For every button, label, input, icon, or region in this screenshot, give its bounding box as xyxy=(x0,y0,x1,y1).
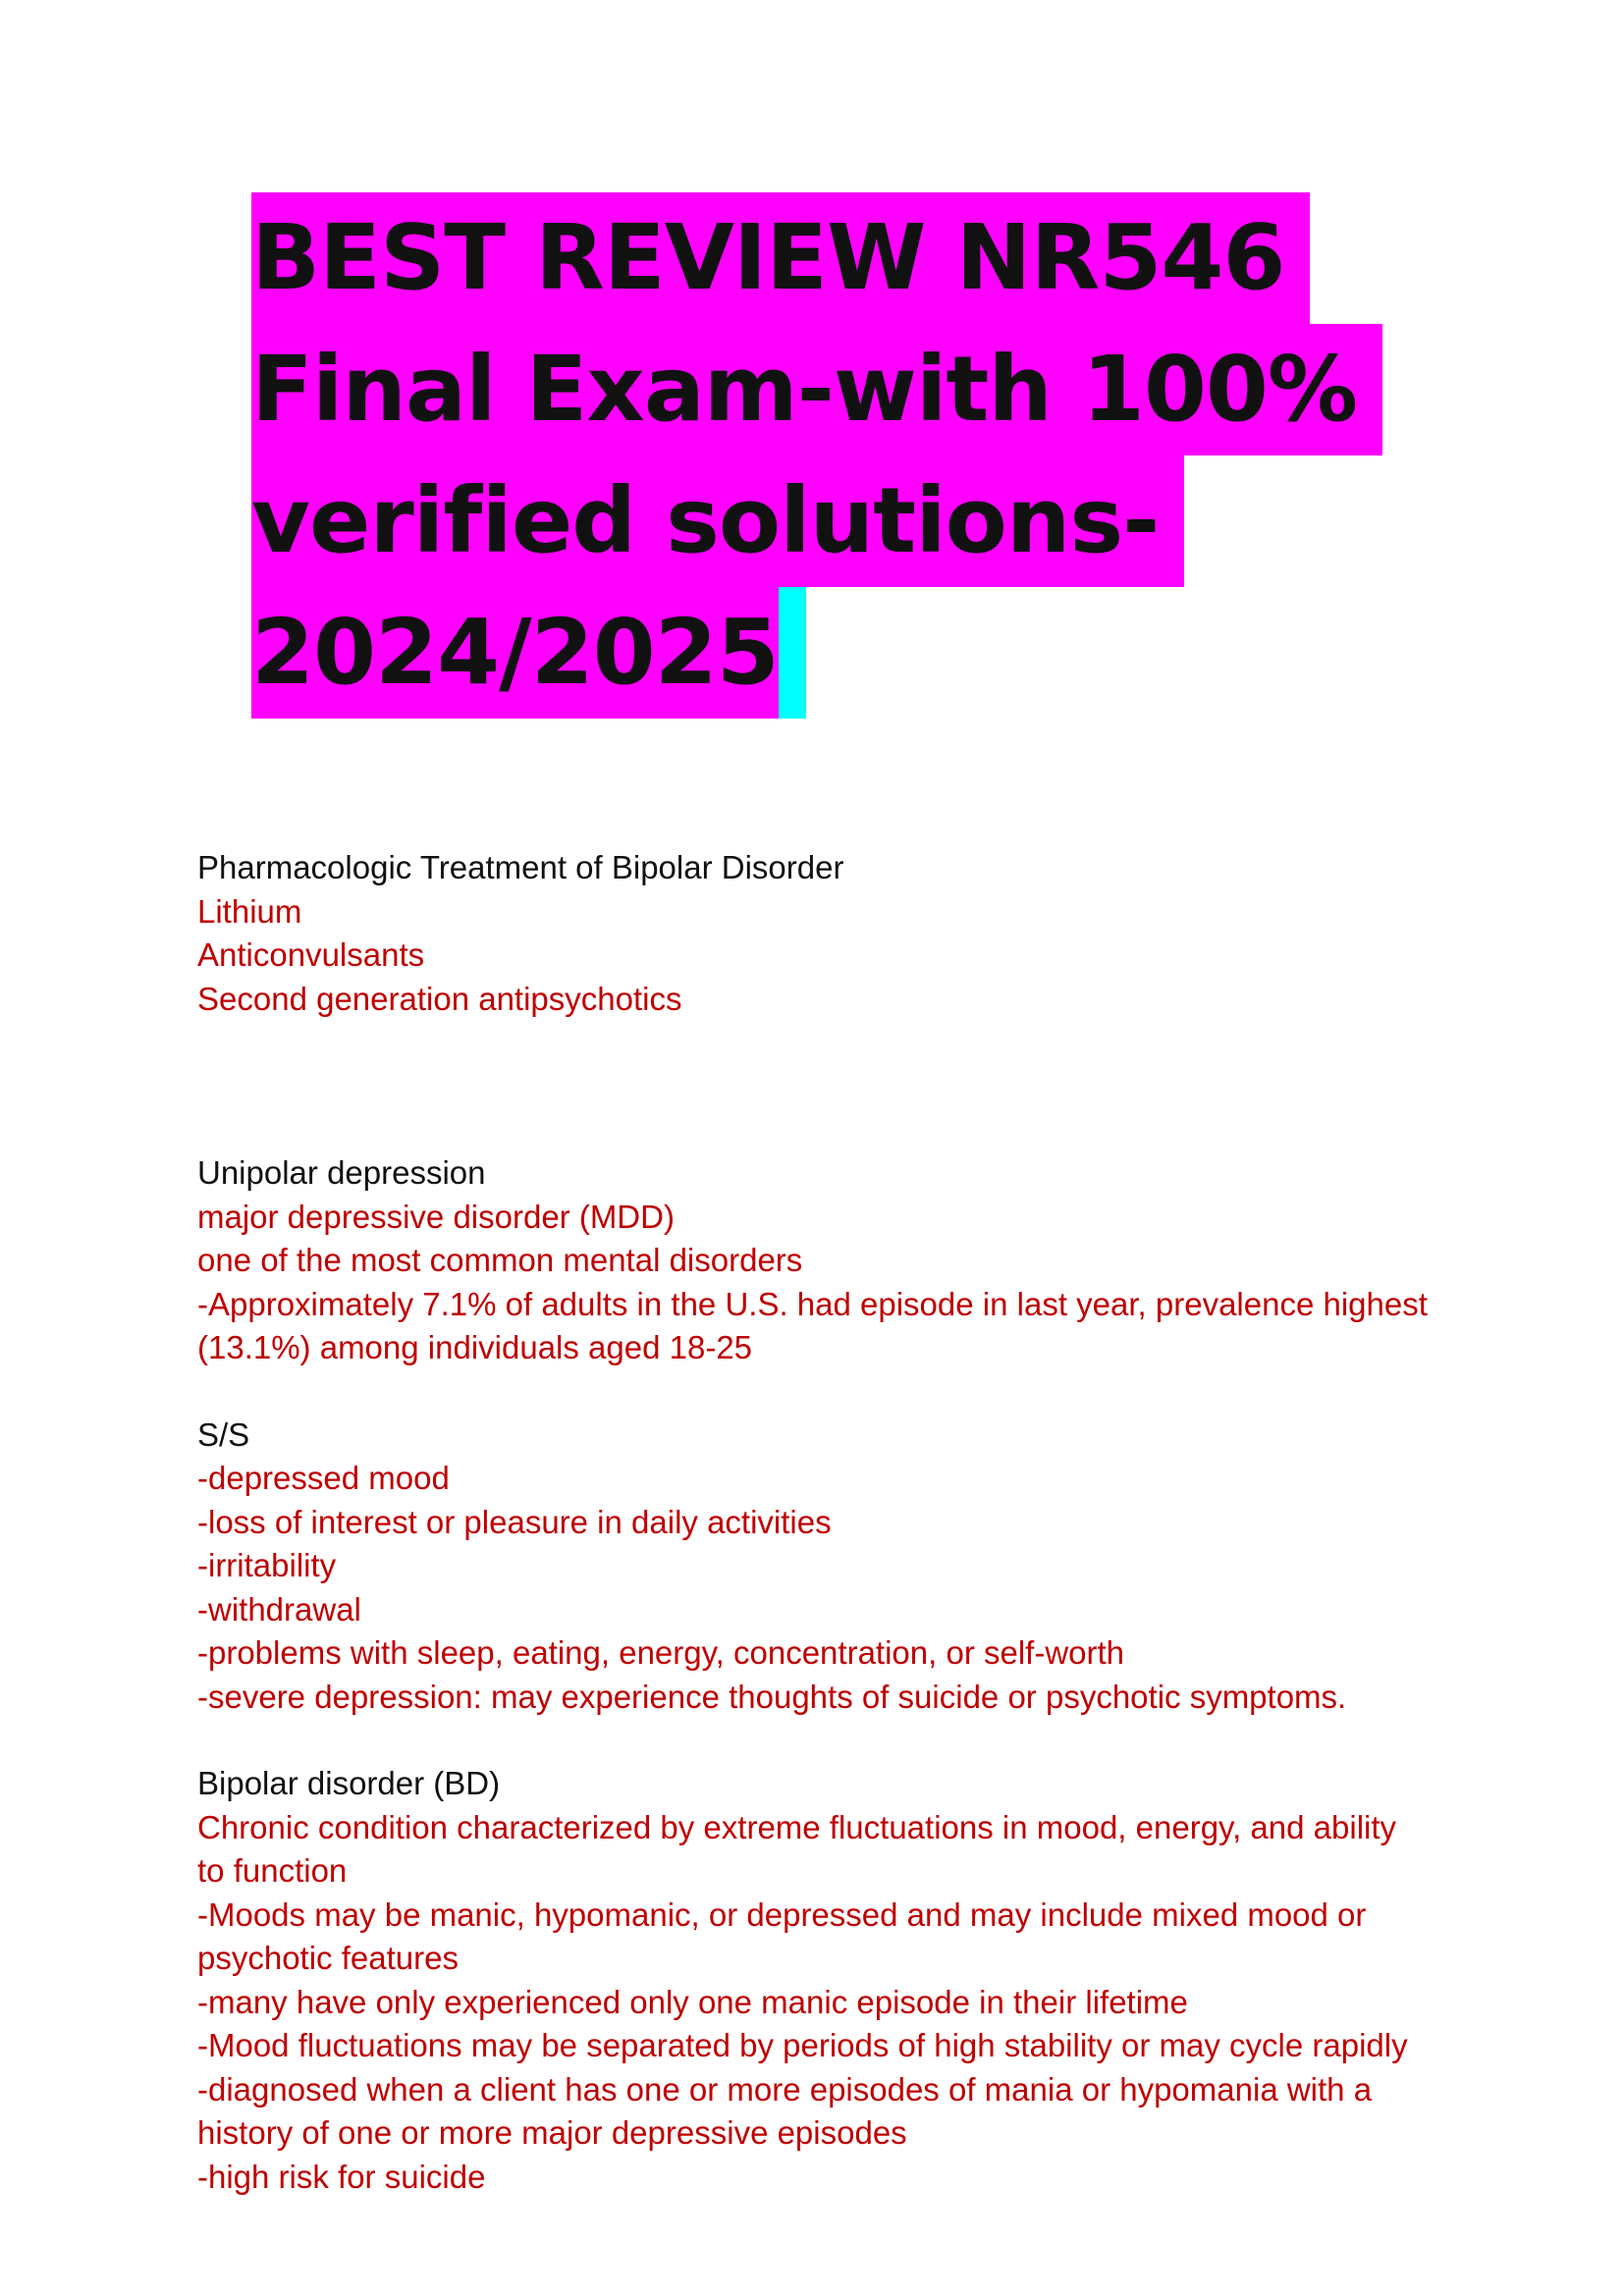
answer-line: major depressive disorder (MDD) xyxy=(197,1198,675,1235)
answer-line: -Mood fluctuations may be separated by periods of high stability or may cycle rapidly xyxy=(197,2027,1408,2063)
section-spacer xyxy=(197,1021,1474,1108)
answer-line: -diagnosed when a client has one or more episodes of mania or hypomania with a xyxy=(197,2070,1373,2108)
title-line xyxy=(251,587,1380,719)
answer-line: -high risk for suicide xyxy=(197,2158,486,2195)
answer-line: -severe depression: may experience thoughts of suicide or psychotic symptoms. xyxy=(197,1678,1347,1715)
title-line-text: verified solutions- xyxy=(251,455,1184,587)
section-heading: Pharmacologic Treatment of Bipolar Disorder xyxy=(197,849,844,885)
answer-line: Lithium xyxy=(197,892,302,930)
answer-line: history of one or more major depressive episodes xyxy=(197,2114,907,2151)
answer-line: -withdrawal xyxy=(197,1590,361,1628)
document-body xyxy=(197,846,1474,2199)
answer-line: (13.1%) among individuals aged 18-25 xyxy=(197,1329,753,1365)
answer-line: psychotic features xyxy=(197,1940,459,1976)
section-spacer xyxy=(197,1370,1474,1414)
section-pharmacologic-treatment xyxy=(197,846,1474,1021)
title-line xyxy=(251,324,1380,455)
section-heading: Unipolar depression xyxy=(197,1154,486,1191)
title-line-text: 2024/2025 xyxy=(251,587,779,719)
title-line xyxy=(251,455,1380,587)
section-bipolar-disorder xyxy=(197,1762,1474,2199)
title-line-text: Final Exam-with 100% xyxy=(251,324,1382,455)
answer-line: -loss of interest or pleasure in daily activities xyxy=(197,1503,832,1540)
answer-line: -Moods may be manic, hypomanic, or depressed and may include mixed mood or xyxy=(197,1896,1367,1933)
section-unipolar-depression xyxy=(197,1151,1474,1370)
section-heading: S/S xyxy=(197,1415,250,1453)
answer-line: to function xyxy=(197,1852,348,1889)
answer-line: Second generation antipsychotics xyxy=(197,980,682,1017)
title-line-text: BEST REVIEW NR546 xyxy=(251,192,1310,324)
section-spacer xyxy=(197,1108,1474,1151)
title-line xyxy=(251,192,1380,324)
answer-line: -many have only experienced only one manic episode in their lifetime xyxy=(197,1983,1188,2020)
answer-line: -irritability xyxy=(197,1547,337,1583)
document-title xyxy=(251,192,1380,719)
section-spacer xyxy=(197,1719,1474,1762)
section-heading: Bipolar disorder (BD) xyxy=(197,1765,501,1801)
answer-line: -depressed mood xyxy=(197,1460,450,1496)
text-cursor-mark xyxy=(779,587,806,719)
answer-line: -problems with sleep, eating, energy, concentration, or self-worth xyxy=(197,1634,1125,1671)
answer-line: -Approximately 7.1% of adults in the U.S. had episode in last year, prevalence highest xyxy=(197,1285,1428,1322)
answer-line: Anticonvulsants xyxy=(197,936,425,973)
section-signs-symptoms xyxy=(197,1414,1474,1720)
answer-line: one of the most common mental disorders xyxy=(197,1242,803,1278)
answer-line: Chronic condition characterized by extreme fluctuations in mood, energy, and ability xyxy=(197,1808,1397,1845)
